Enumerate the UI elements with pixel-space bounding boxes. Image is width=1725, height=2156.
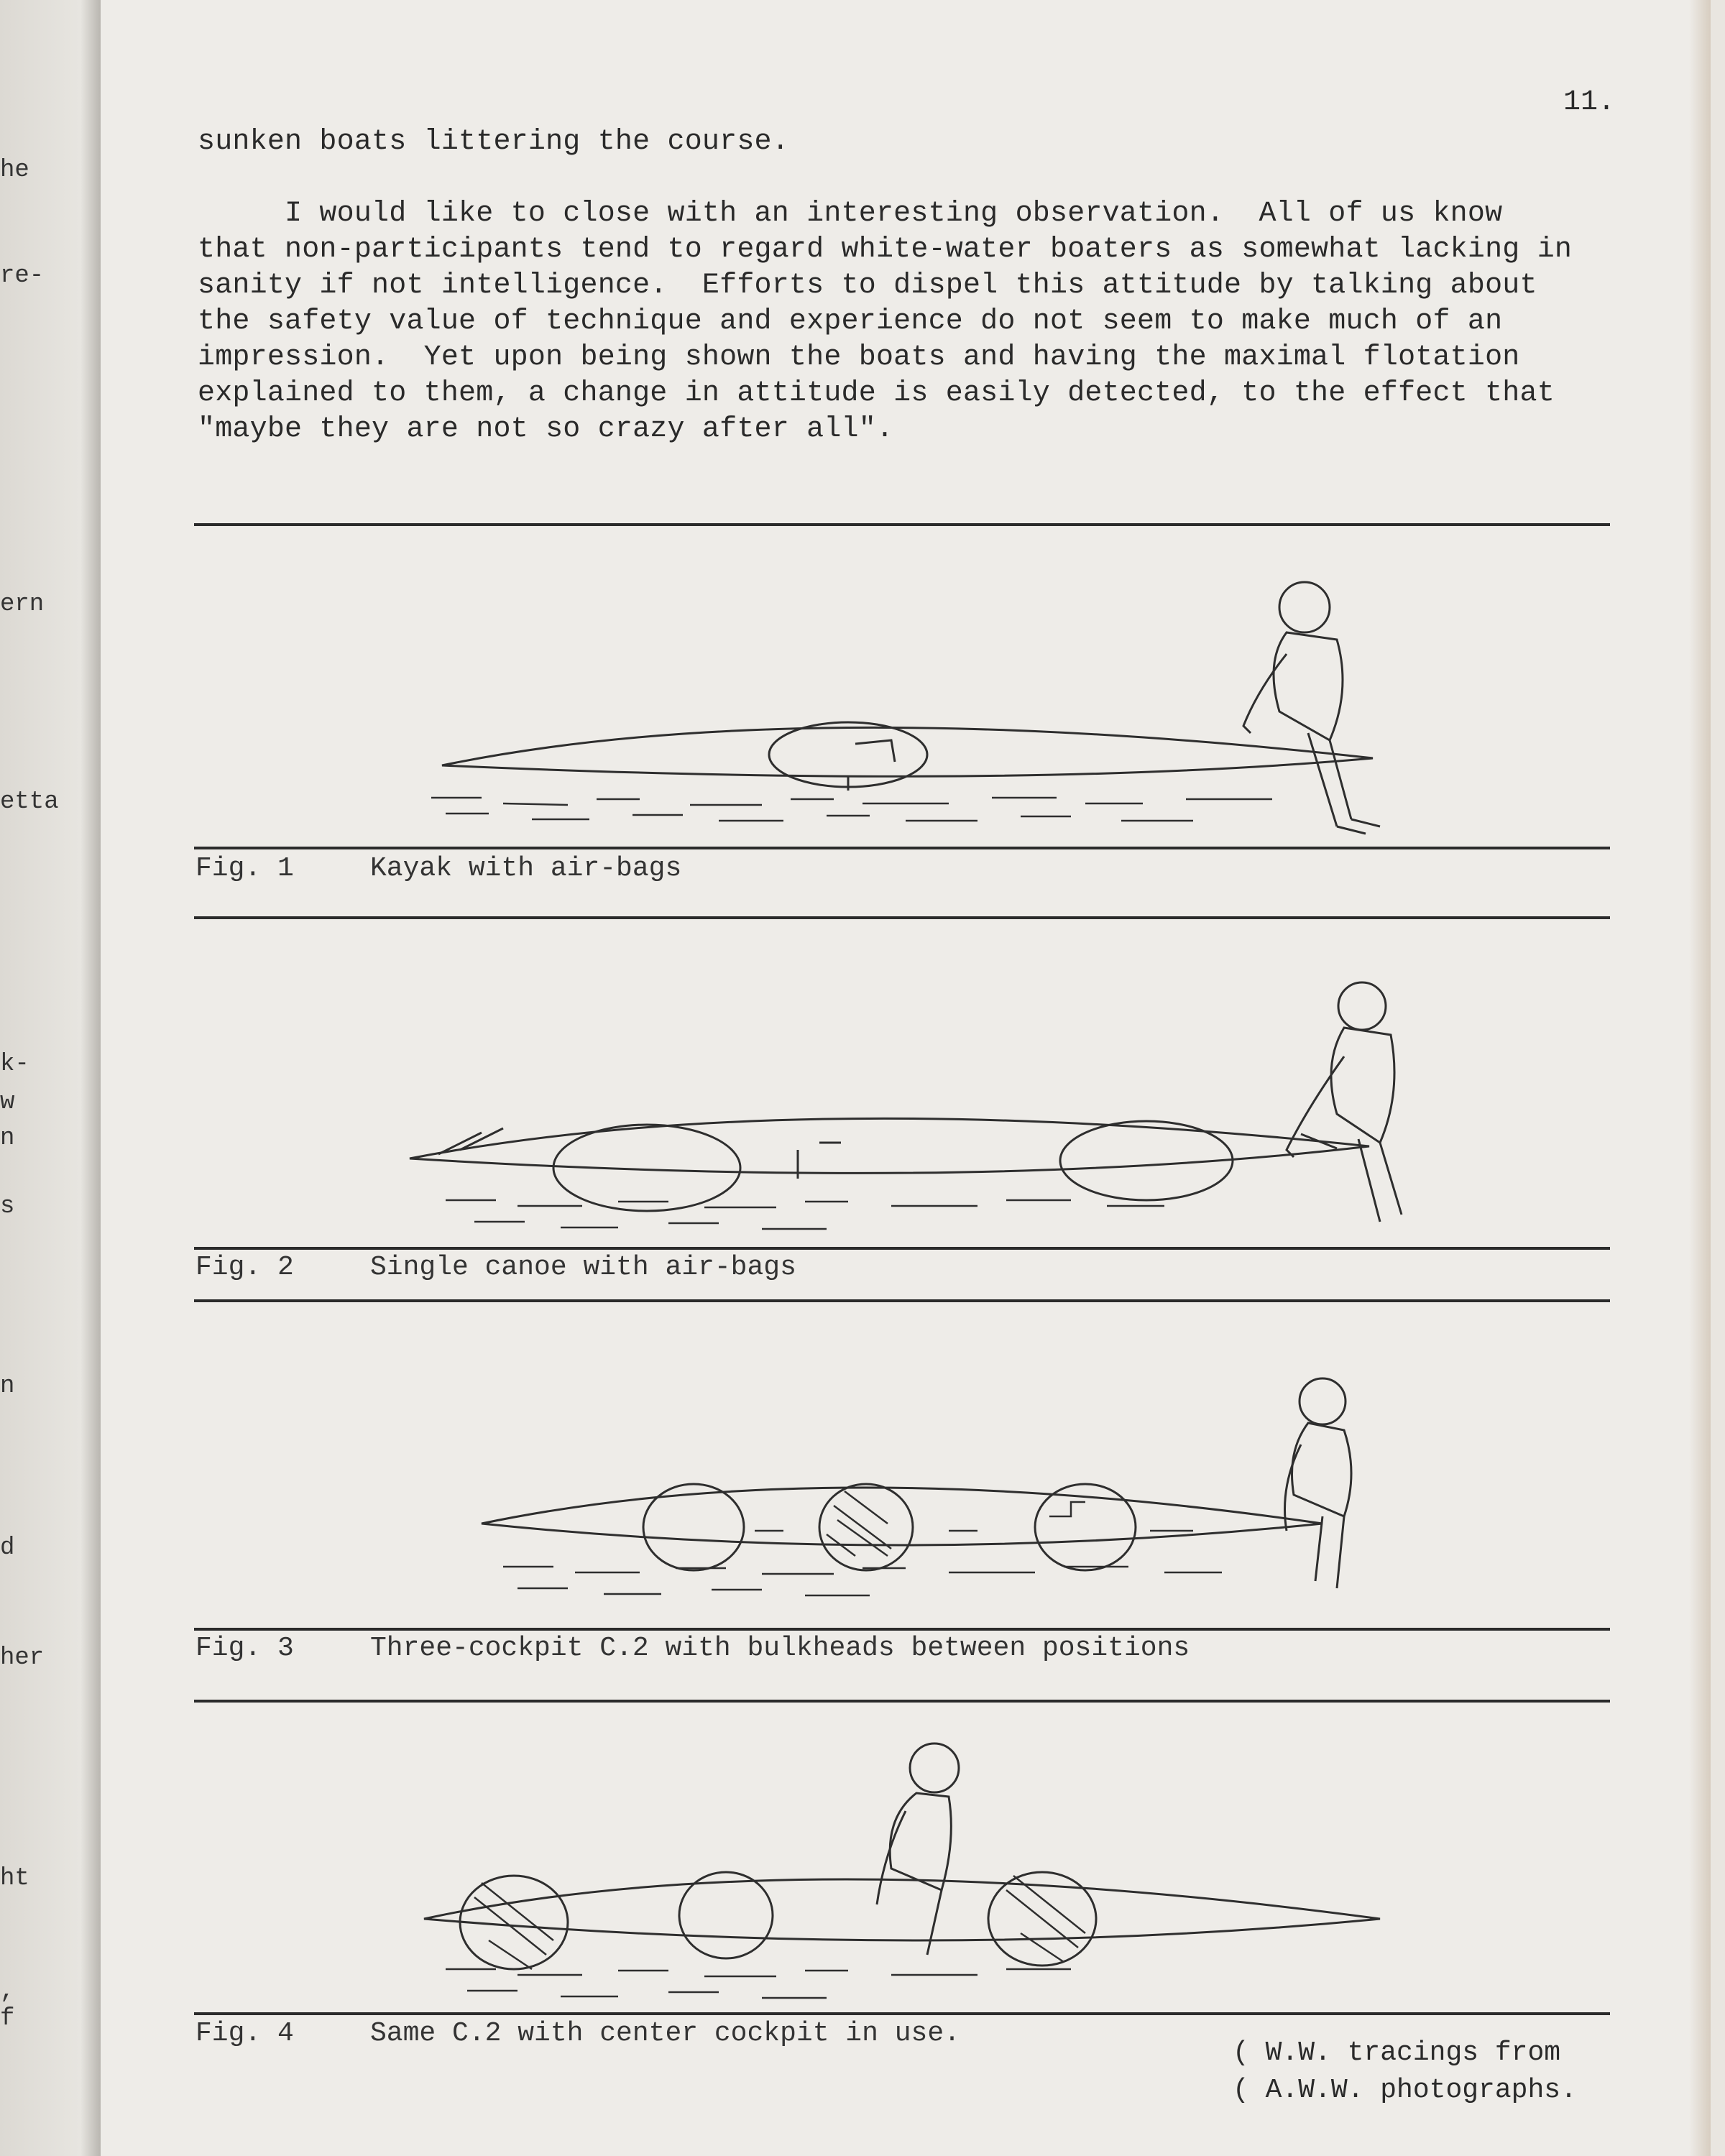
margin-fragment: s [0, 1193, 15, 1220]
margin-fragment: her [0, 1644, 45, 1672]
margin-fragment: etta [0, 788, 59, 816]
margin-fragment: re- [0, 262, 45, 290]
margin-fragment: , [0, 1978, 15, 2005]
margin-fragment: n [0, 1373, 15, 1400]
credit-line: ( W.W. tracings from [1233, 2037, 1561, 2068]
margin-fragment: ern [0, 591, 45, 618]
figure-caption: Kayak with air-bags [370, 853, 682, 884]
figure-caption: Three-cockpit C.2 with bulkheads between positions [370, 1633, 1190, 1664]
body-line: sanity if not intelligence. Efforts to dispel this attitude by talking about [198, 270, 1537, 302]
body-line: sunken boats littering the course. [198, 126, 789, 158]
margin-fragment: k- [0, 1051, 29, 1078]
figure-caption: Single canoe with air-bags [370, 1252, 796, 1283]
figure-label: Fig. 2 [196, 1252, 294, 1283]
body-line: explained to them, a change in attitude is easily detected, to the effect that [198, 377, 1555, 410]
figure-label: Fig. 1 [196, 853, 294, 884]
margin-fragment: f [0, 2005, 15, 2032]
figure-label: Fig. 3 [196, 1633, 294, 1664]
margin-fragment: ht [0, 1865, 29, 1892]
margin-fragment: d [0, 1534, 15, 1562]
margin-fragment: w [0, 1089, 15, 1116]
page-number: 11. [1563, 86, 1616, 119]
body-line: "maybe they are not so crazy after all". [198, 413, 894, 446]
body-line: I would like to close with an interesting observation. All of us know [198, 198, 1503, 230]
margin-fragment: he [0, 157, 29, 184]
body-line: the safety value of technique and experience do not seem to make much of an [198, 305, 1503, 338]
figure-caption: Same C.2 with center cockpit in use. [370, 2018, 960, 2049]
body-line: impression. Yet upon being shown the boats and having the maximal flotation [198, 341, 1520, 374]
figure-label: Fig. 4 [196, 2018, 294, 2049]
credit-line: ( A.W.W. photographs. [1233, 2075, 1577, 2106]
margin-fragment: n [0, 1125, 15, 1152]
body-line: that non-participants tend to regard white-water boaters as somewhat lacking in [198, 234, 1573, 266]
